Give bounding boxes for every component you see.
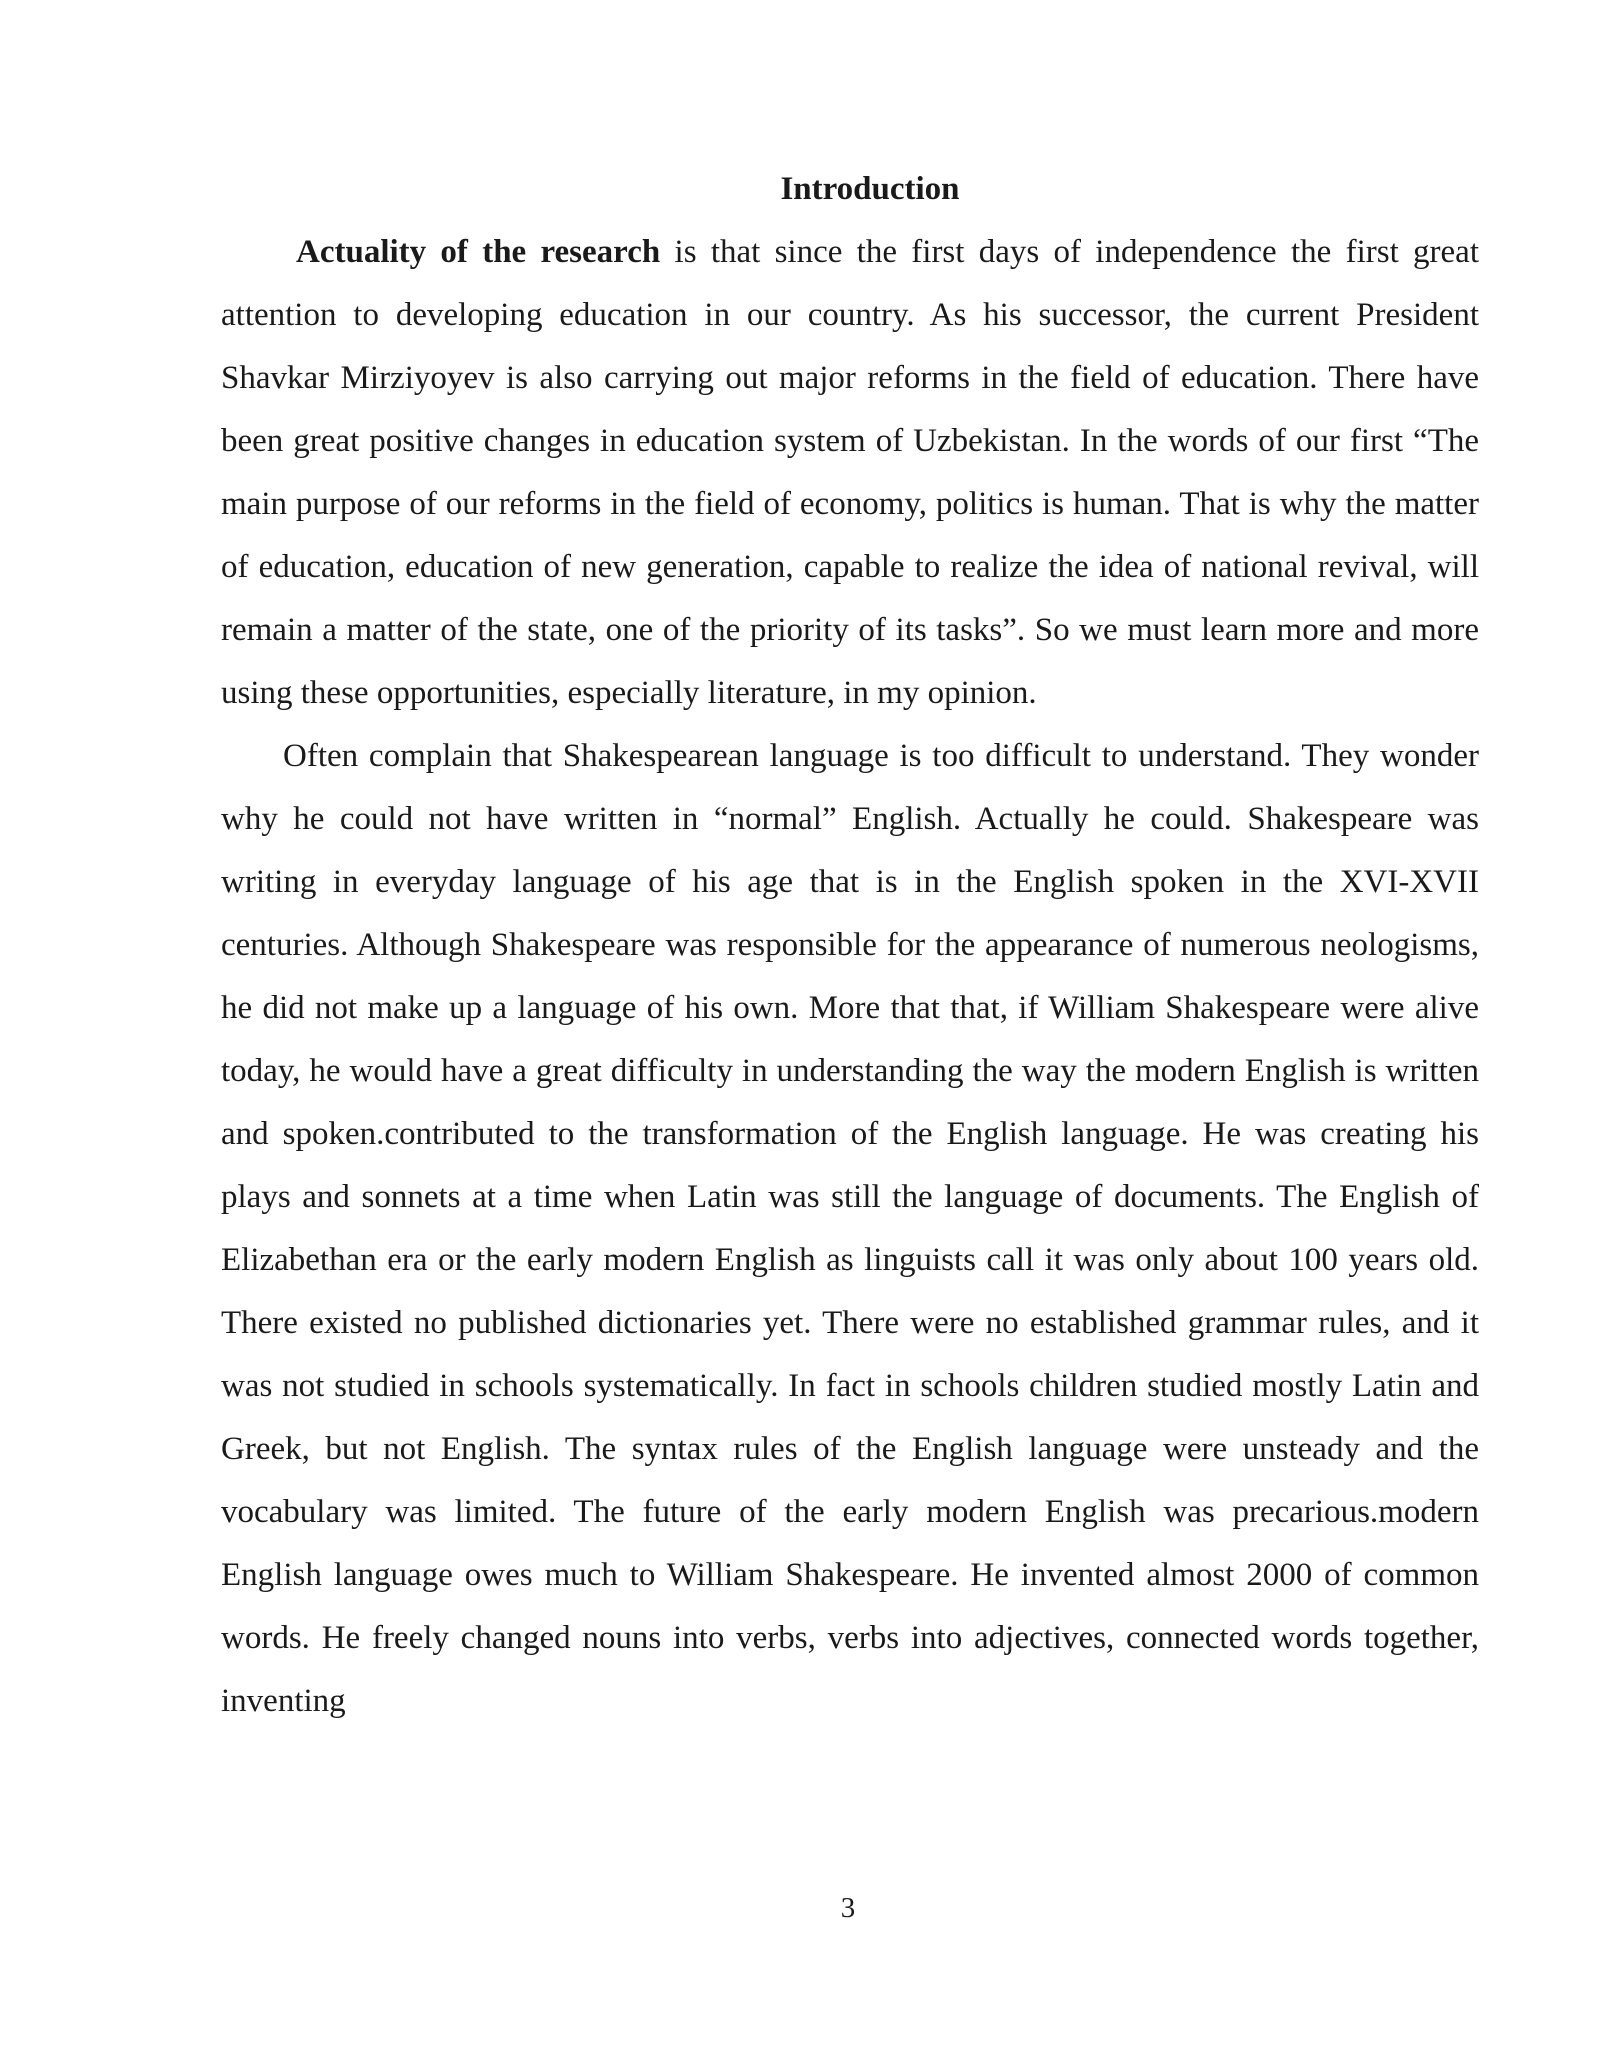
paragraph-actuality <box>221 221 1479 725</box>
paragraph-lead: Actuality of the research <box>296 234 661 270</box>
section-heading: Introduction <box>780 171 960 207</box>
page-number: 3 <box>840 1892 856 1924</box>
paragraph-text: is that since the first days of independence the first great attention to developing education in our country. As his successor, the current President Shavkar Mirziyoyev is also carrying out major reforms in the field of education. There have been great positive changes in education system of Uzbekistan. In the words of our first “The main purpose of our reforms in the field of economy, politics is human. That is why the matter of education, education of new generation, capable to realize the idea of national revival, will remain a matter of the state, one of the priority of its tasks”. So we must learn more and more using these opportunities, especially literature, in my opinion. <box>221 234 1479 711</box>
body-text <box>221 158 1479 1733</box>
paragraph-shakespeare: Often complain that Shakespearean language is too difficult to understand. They wonder why he could not have written in “normal” English. Actually he could. Shakespeare was writing in everyday language of his age that is in the English spoken in the XVI-XVII centuries. Although Shakespeare was responsible for the appearance of numerous neologisms, he did not make up a language of his own. More that that, if William Shakespeare were alive today, he would have a great difficulty in understanding the way the modern English is written and spoken.contributed to the transformation of the English language. He was creating his plays and sonnets at a time when Latin was still the language of documents. The English of Elizabethan era or the early modern English as linguists call it was only about 100 years old. There existed no published dictionaries yet. There were no established grammar rules, and it was not studied in schools systematically. In fact in schools children studied mostly Latin and Greek, but not English. The syntax rules of the English language were unsteady and the vocabulary was limited. The future of the early modern English was precarious.modern English language owes much to William Shakespeare. He invented almost 2000 of common words. He freely changed nouns into verbs, verbs into adjectives, connected words together, inventing <box>221 738 1479 1719</box>
